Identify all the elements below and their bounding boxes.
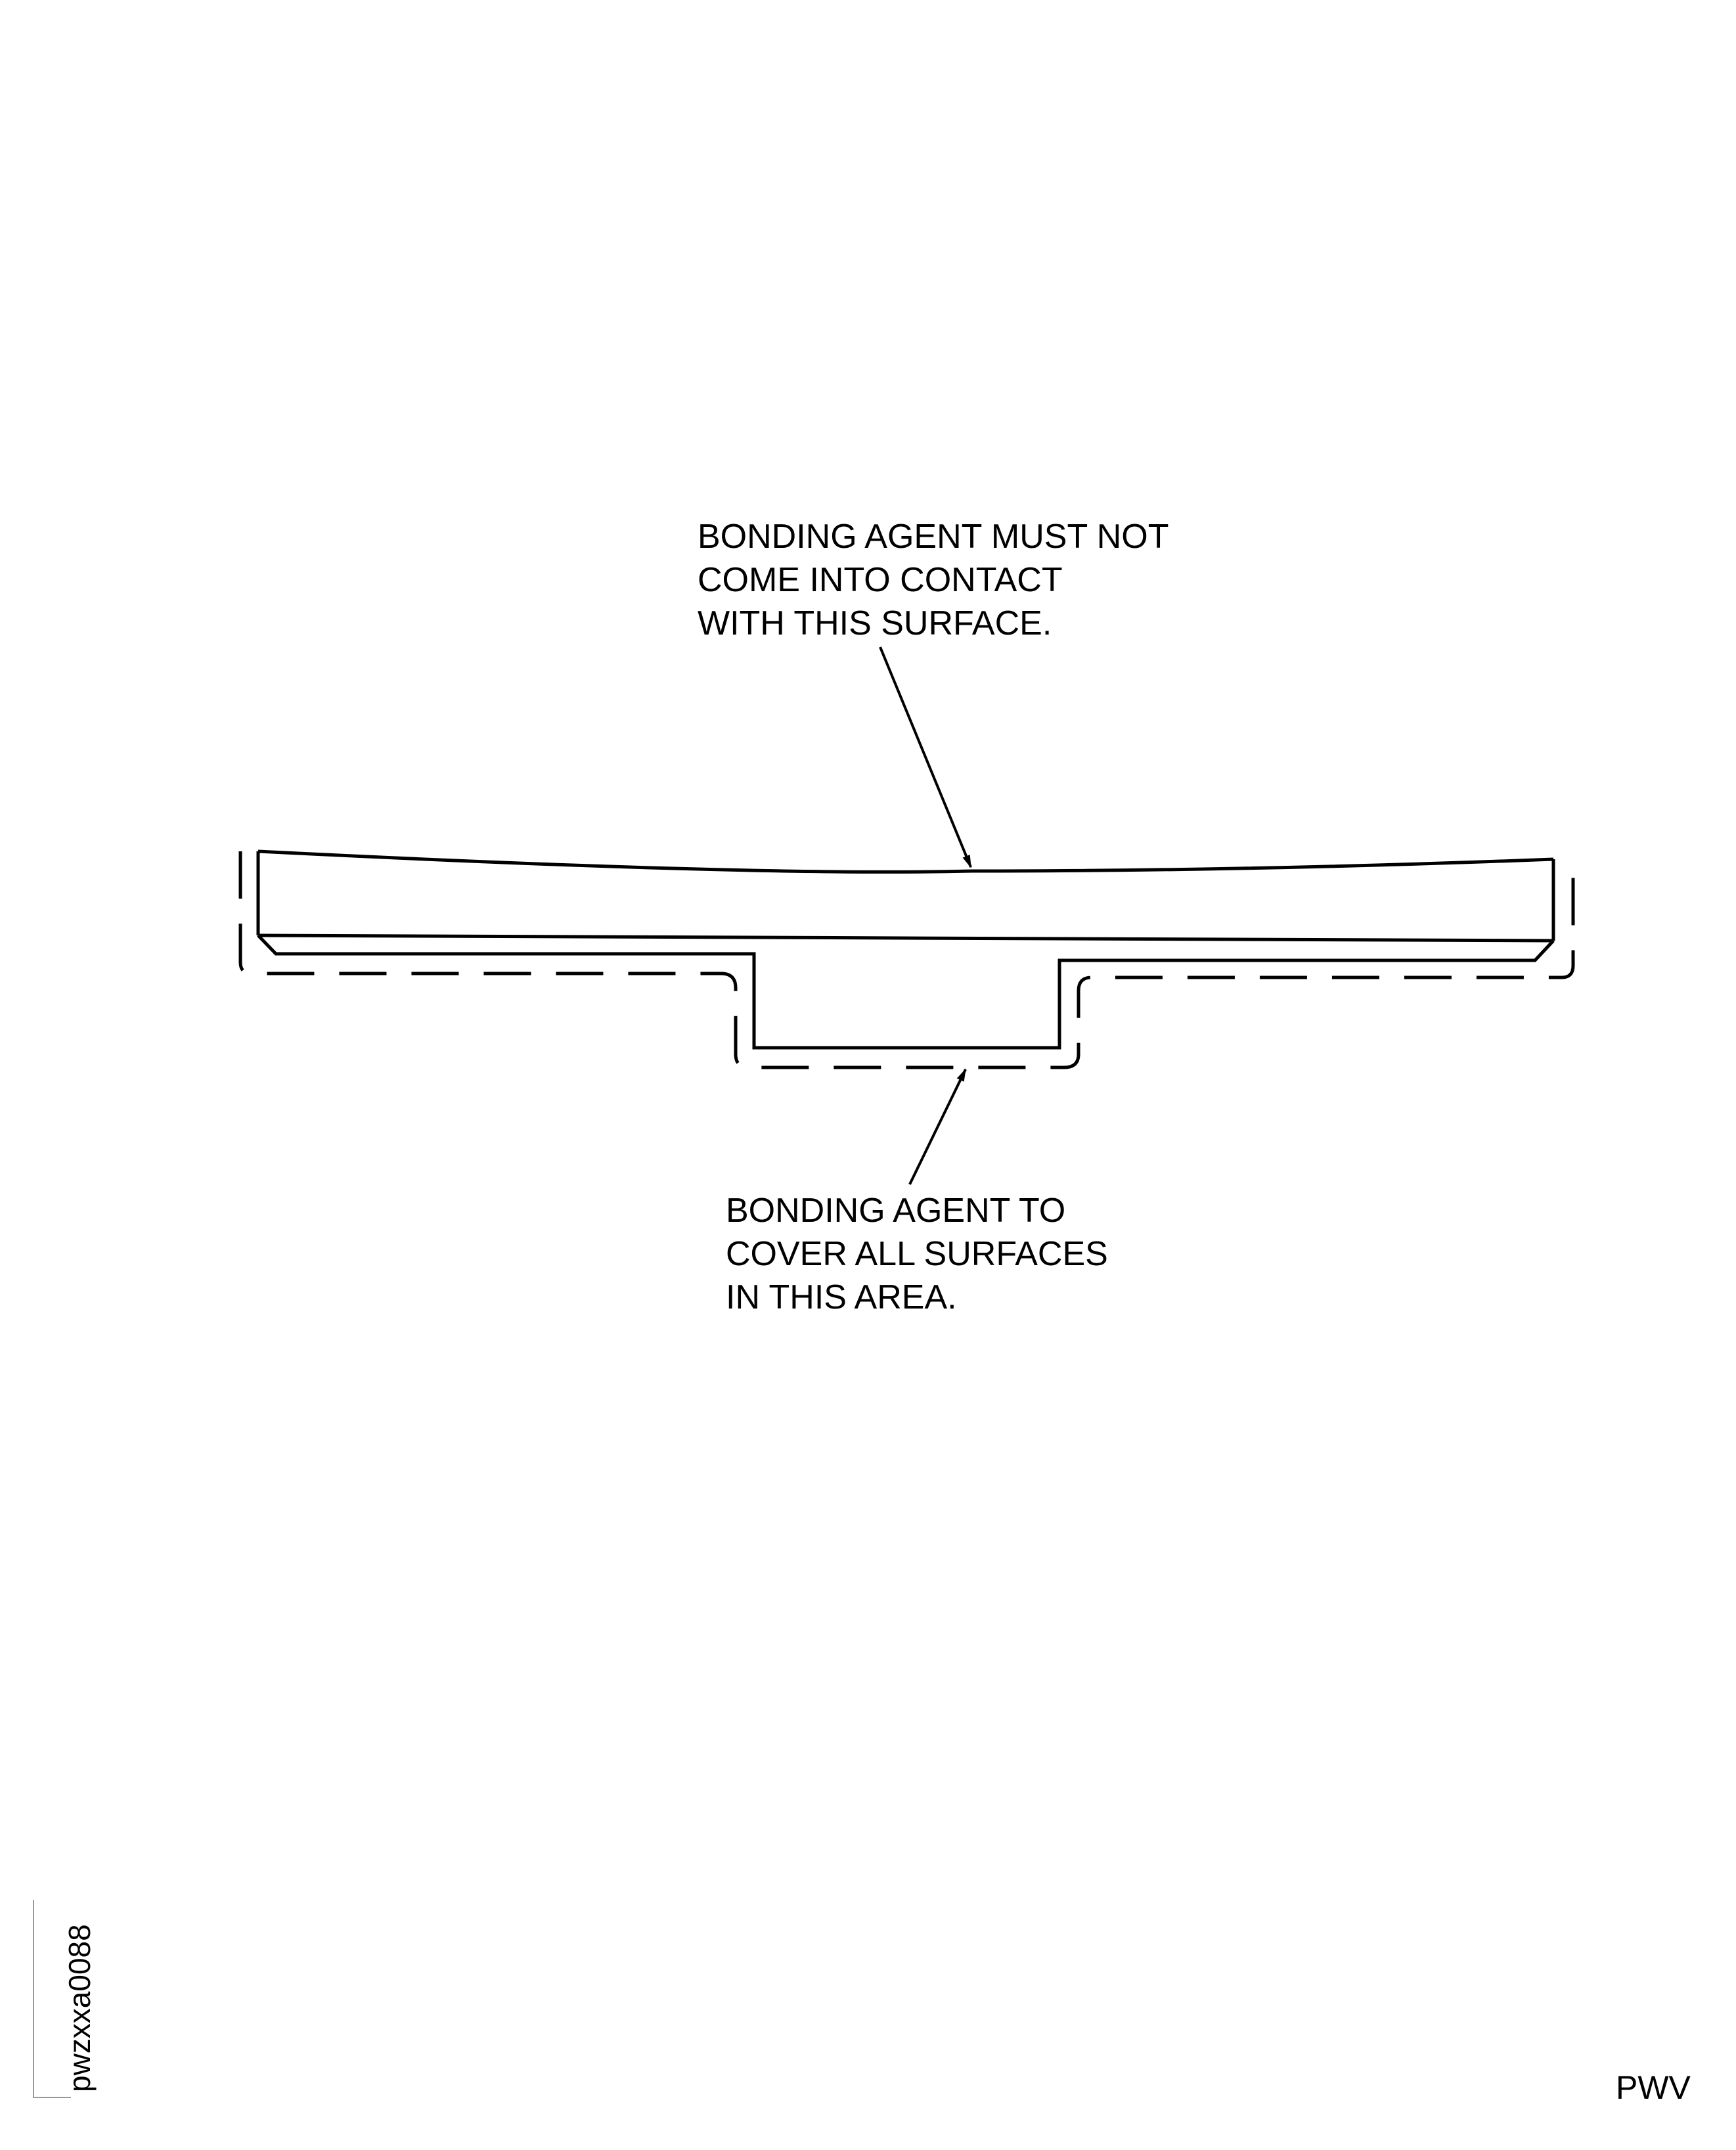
- top-surface: [258, 851, 1553, 872]
- callout-bottom-line-3: IN THIS AREA.: [726, 1278, 957, 1316]
- callout-bottom-line-2: COVER ALL SURFACES: [726, 1235, 1108, 1273]
- callout-no-contact-surface: [698, 515, 1169, 645]
- figure-id: pwzxxa0088: [62, 1924, 97, 2092]
- callout-bottom-line-1: BONDING AGENT TO: [726, 1192, 1066, 1230]
- leaders: [880, 647, 971, 1184]
- callout-top-line-1: BONDING AGENT MUST NOT: [698, 518, 1169, 556]
- bottom-leader-arrow: [910, 1069, 966, 1184]
- bottom-contour: [258, 935, 1553, 1048]
- part-outline: [258, 851, 1553, 1048]
- callout-cover-surfaces: [726, 1189, 1108, 1319]
- underside-line: [258, 935, 1553, 941]
- callout-top-line-3: WITH THIS SURFACE.: [698, 604, 1052, 642]
- source-code: PWV: [1616, 2069, 1691, 2106]
- top-leader-arrow: [880, 647, 971, 867]
- callout-top-line-2: COME INTO CONTACT: [698, 561, 1063, 599]
